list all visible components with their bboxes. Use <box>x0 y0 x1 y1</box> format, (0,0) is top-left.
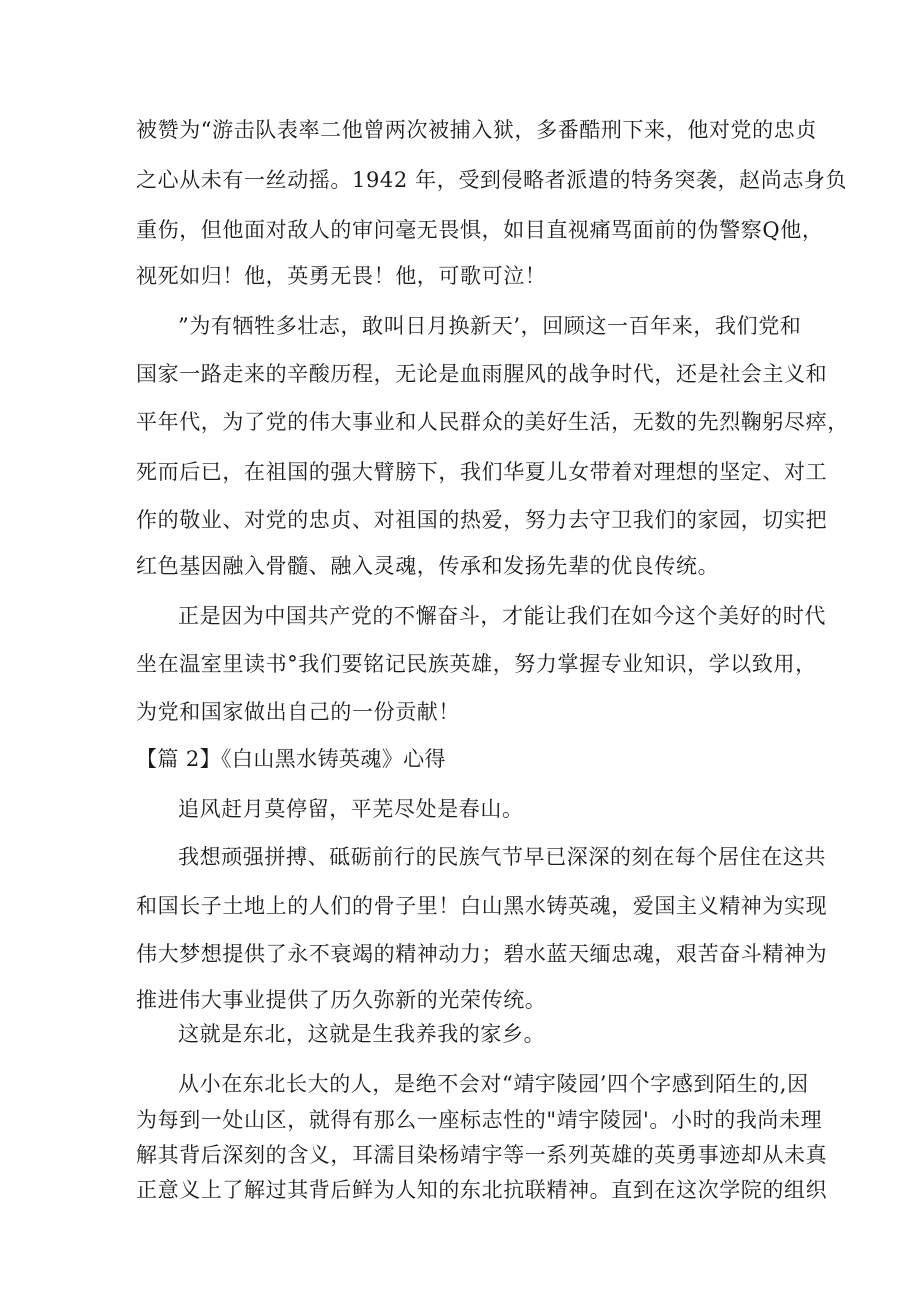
paragraph-line: 坐在温室里读书°我们要铭记民族英雄，努力掌握专业知识，学以致用， <box>136 652 817 676</box>
paragraph-line: 为每到一处山区，就得有那么一座标志性的"靖宇陵园'。小时的我尚未理 <box>136 1108 823 1132</box>
paragraph-first-line: ”为有牺牲多壮志，敢叫日月换新天’，回顾这一百年来，我们党和 <box>178 314 802 338</box>
paragraph-first-line: 追风赶月莫停留，平芜尽处是春山。 <box>178 797 524 821</box>
paragraph-line: 红色基因融入骨髓、融入灵魂，传承和发扬先辈的优良传统。 <box>136 554 720 578</box>
section-heading: 【篇 2】《白山黑水铸英魂》心得 <box>136 747 446 771</box>
paragraph-line: 视死如归！他，英勇无畏！他，可歌可泣！ <box>136 264 547 288</box>
paragraph-line: 推进伟大事业提供了历久弥新的光荣传统。 <box>136 988 547 1012</box>
paragraph-first-line: 这就是东北，这就是生我养我的家乡。 <box>178 1022 546 1046</box>
paragraph-first-line: 我想顽强拼搏、砥砺前行的民族气节早已深深的刻在每个居住在这共 <box>178 845 826 869</box>
paragraph-line: 作的敬业、对党的忠贞、对祖国的热爱，努力去守卫我们的家园，切实把 <box>136 508 828 532</box>
paragraph-first-line: 从小在东北长大的人，是绝不会对“靖宇陵园’四个字感到陌生的,因 <box>178 1072 809 1096</box>
paragraph-line: 为党和国家做出自己的一份贡献！ <box>136 700 460 724</box>
paragraph-line: 重伤，但他面对敌人的审问毫无畏惧，如目直视痛骂面前的伪警察Q他， <box>136 218 824 242</box>
paragraph-line: 和国长子土地上的人们的骨子里！白山黑水铸英魂，爱国主义精神为实现 <box>136 894 828 918</box>
paragraph-line: 国家一路走来的辛酸历程，无论是血雨腥风的战争时代，还是社会主义和 <box>136 362 828 386</box>
paragraph-line: 平年代，为了党的伟大事业和人民群众的美好生活，无数的先烈鞠躬尽瘁， <box>136 410 849 434</box>
paragraph-first-line: 正是因为中国共产党的不懈奋斗，才能让我们在如今这个美好的时代 <box>178 604 826 628</box>
paragraph-line: 被赞为“游击队表率二他曾两次被捕入狱，多番酷刑下来，他对党的忠贞 <box>136 118 817 142</box>
paragraph-line: 解其背后深刻的含义，耳濡目染杨靖宇等一系列英雄的英勇事迹却从未真 <box>136 1143 828 1167</box>
paragraph-line: 正意义上了解过其背后鲜为人知的东北抗联精神。直到在这次学院的组织 <box>136 1178 828 1202</box>
paragraph-line: 死而后已，在祖国的强大臂膀下，我们华夏儿女带着对理想的坚定、对工 <box>136 460 828 484</box>
paragraph-line: 之心从未有一丝动摇。1942 年，受到侵略者派遣的特务突袭，赵尚志身负 <box>136 168 848 192</box>
paragraph-line: 伟大梦想提供了永不衰竭的精神动力；碧水蓝天缅忠魂，艰苦奋斗精神为 <box>136 942 828 966</box>
